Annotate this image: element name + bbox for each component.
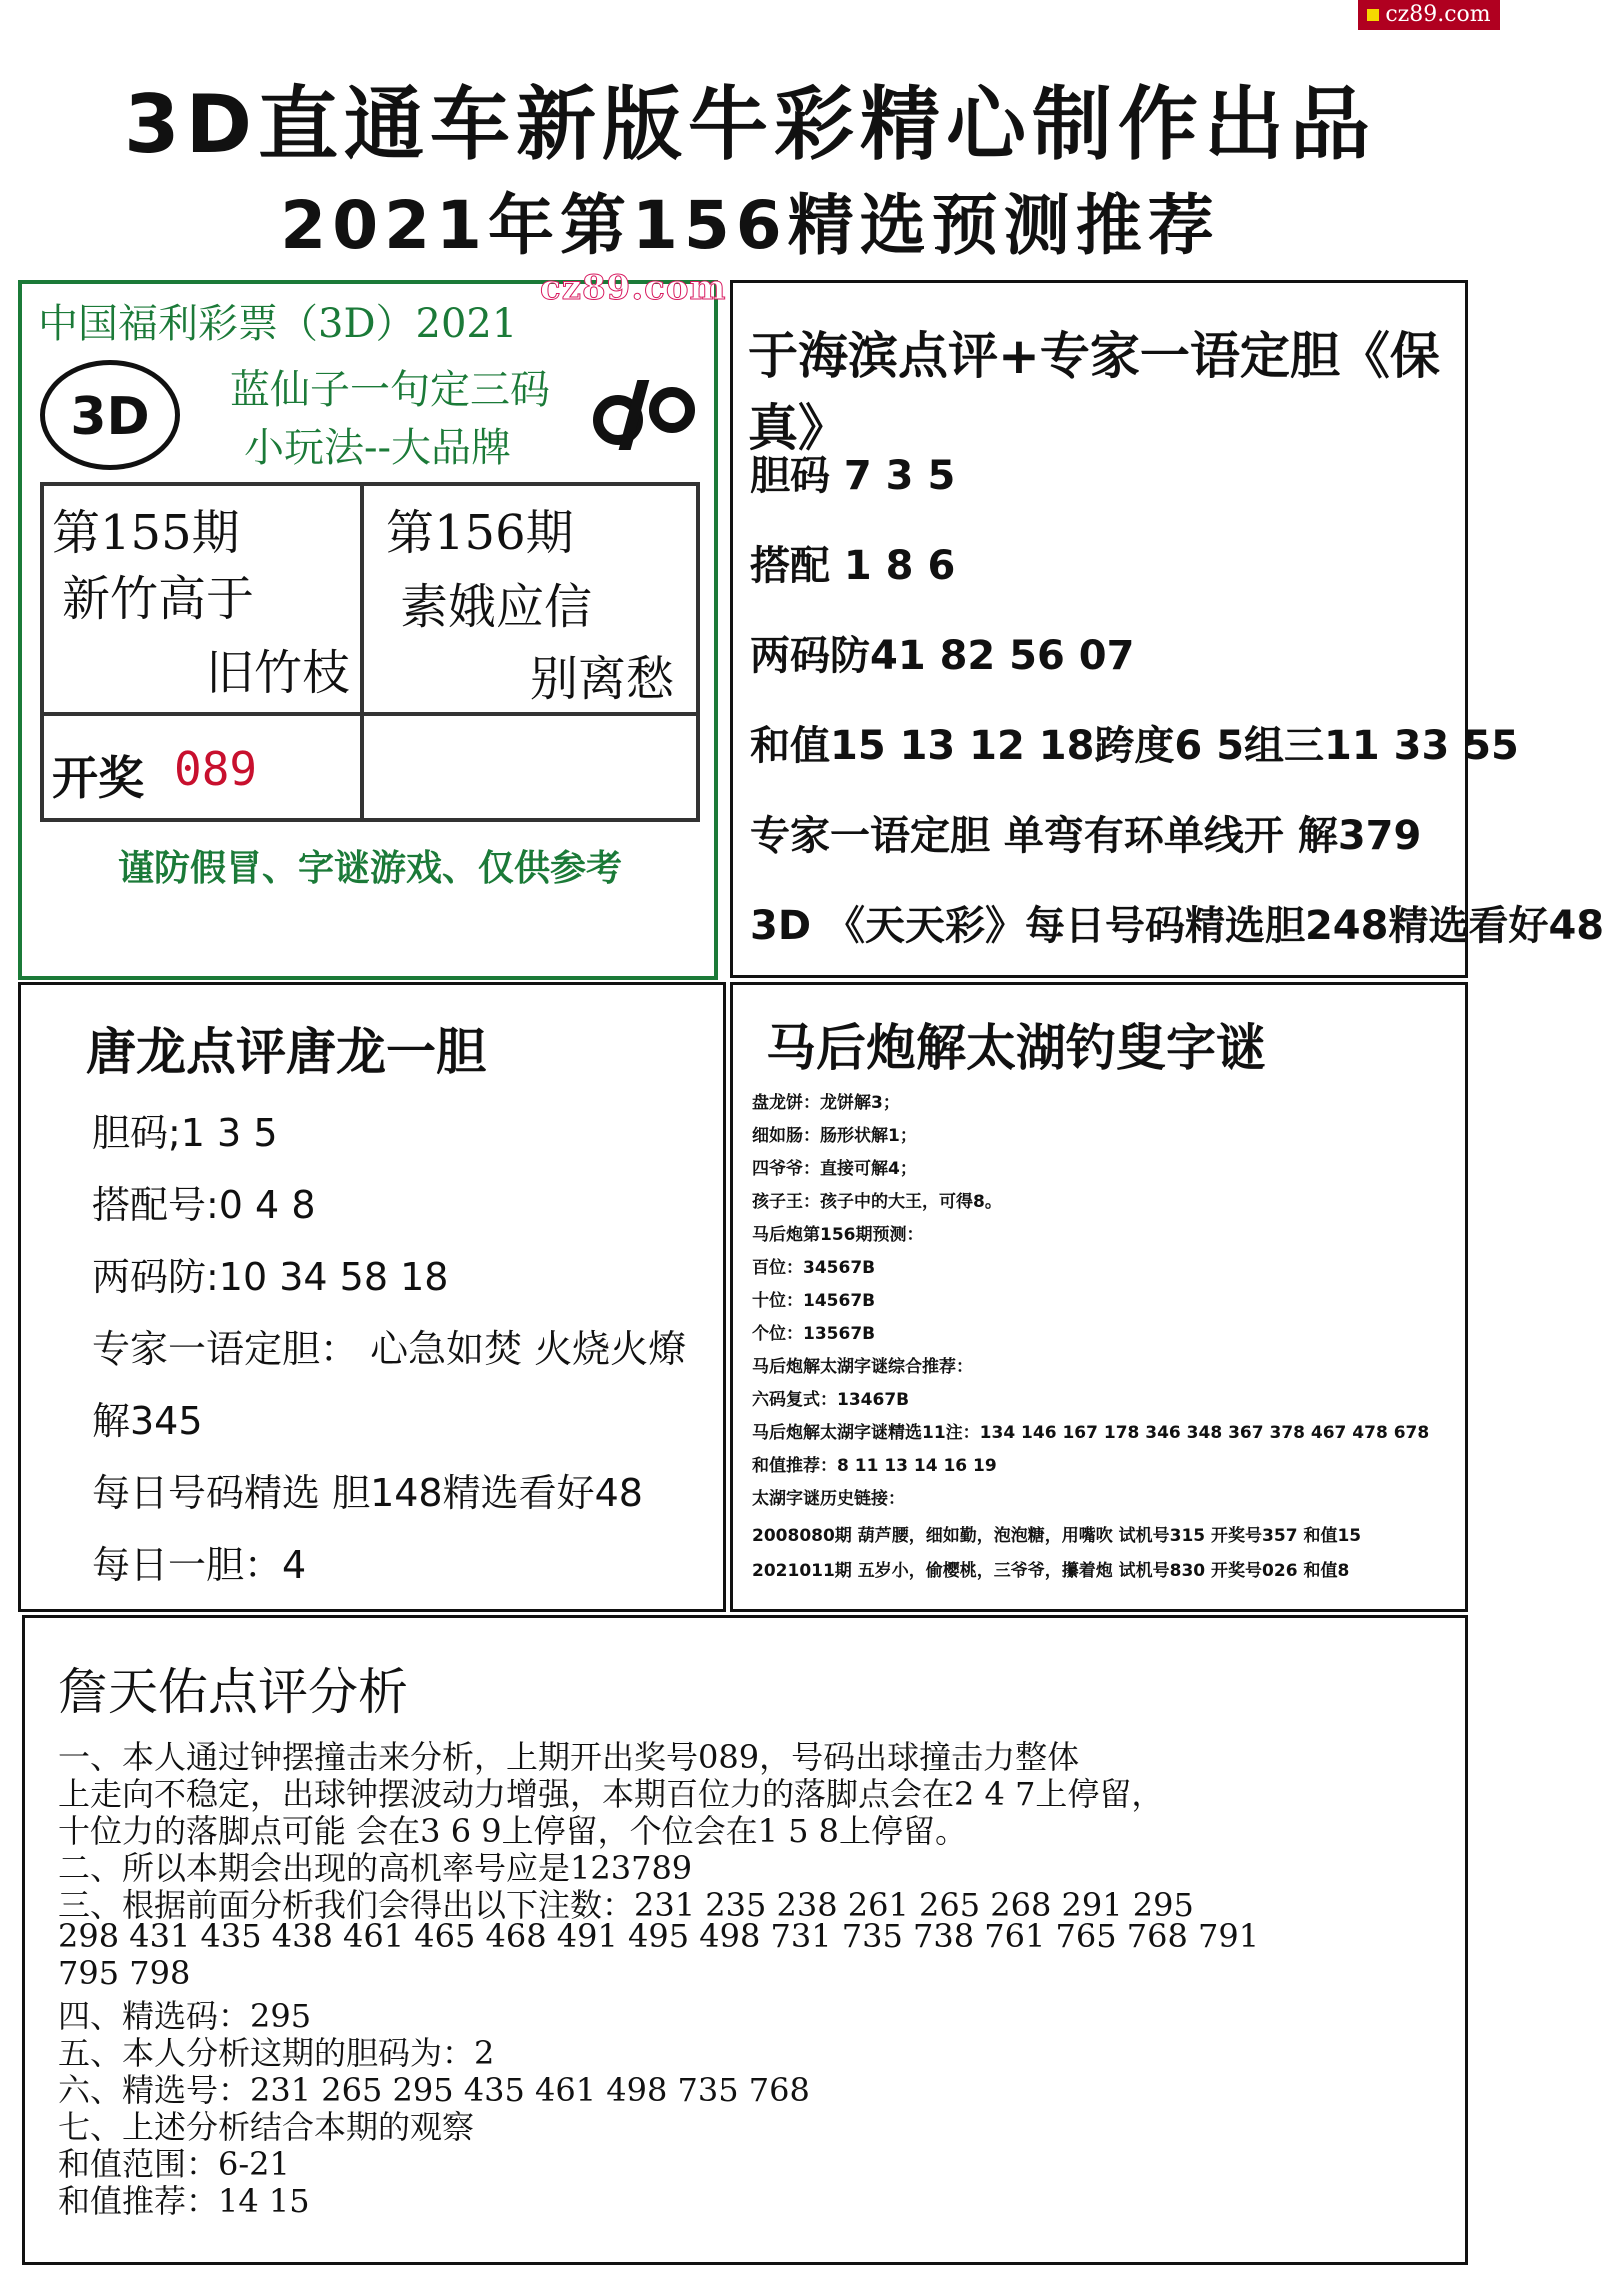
ma-title: 马后炮解太湖钓叟字谜 [766, 1019, 1266, 1077]
watermark-text: cz89.com [1385, 2, 1491, 27]
ma-line: 太湖字谜历史链接： [752, 1489, 905, 1509]
tang-line: 专家一语定胆： 心急如焚 火烧火燎 [92, 1327, 687, 1371]
card-tagline-1: 蓝仙子一句定三码 [230, 367, 550, 413]
zhan-line: 三、根据前面分析我们会得出以下注数：231 235 238 261 265 268 291 295 [58, 1886, 1194, 1924]
ma-line: 马后炮第156期预测： [752, 1225, 924, 1245]
tang-line: 每日一胆：4 [92, 1543, 307, 1587]
zhan-line: 一、本人通过钟摆撞击来分析，上期开出奖号089，号码出球撞击力整体 [58, 1738, 1080, 1776]
ma-line: 十位：14567B [752, 1291, 876, 1311]
zhan-line: 上走向不稳定，出球钟摆波动力增强，本期百位力的落脚点会在2 4 7上停留， [58, 1775, 1164, 1813]
open-number: 089 [174, 742, 258, 796]
ma-line: 细如肠：肠形状解1； [752, 1126, 917, 1146]
open-label: 开奖 [52, 751, 144, 805]
ma-line: 马后炮解太湖字谜综合推荐： [752, 1357, 973, 1377]
ma-line: 六码复式：13467B [752, 1390, 910, 1410]
zhan-line: 七、上述分析结合本期的观察 [58, 2108, 475, 2146]
welfare-lottery-logo-icon [590, 370, 700, 460]
ma-line: 个位：13567B [752, 1324, 876, 1344]
zhan-line: 六、精选号：231 265 295 435 461 498 735 768 [58, 2071, 810, 2109]
zhan-line: 五、本人分析这期的胆码为：2 [58, 2034, 495, 2072]
cur-issue: 第156期 [386, 505, 574, 561]
3d-logo-icon: 3D [40, 360, 180, 470]
yu-line: 胆码 7 3 5 [750, 453, 956, 499]
ma-line: 四爷爷：直接可解4； [752, 1159, 917, 1179]
yu-line: 两码防41 82 56 07 [750, 633, 1135, 679]
card-heading: 中国福利彩票（3D）2021 [38, 301, 518, 347]
page-subtitle: 2021年第156精选预测推荐 [280, 187, 1220, 264]
ma-line: 2008080期 葫芦腰，细如勤，泡泡糖，用嘴吹 试机号315 开奖号357 和值15 [752, 1526, 1362, 1546]
yu-line: 和值15 13 12 18跨度6 5组三11 33 55 [750, 723, 1519, 769]
yu-line: 搭配 1 8 6 [750, 543, 956, 589]
ma-line: 马后炮解太湖字谜精选11注：134 146 167 178 346 348 367 378 467 478 678 [752, 1423, 1430, 1443]
ma-line: 2021011期 五岁小，偷樱桃，三爷爷，攥着炮 试机号830 开奖号026 和值8 [752, 1561, 1350, 1581]
prev-riddle-line1: 新竹高于 [62, 571, 255, 627]
tang-line: 每日号码精选 胆148精选看好48 [92, 1471, 643, 1515]
tang-line: 胆码;1 3 5 [92, 1111, 278, 1155]
ma-line: 和值推荐：8 11 13 14 16 19 [752, 1456, 997, 1476]
page-title: 3D直通车新版牛彩精心制作出品 [123, 78, 1377, 171]
zhan-title: 詹天佑点评分析 [58, 1663, 408, 1721]
tang-title: 唐龙点评唐龙一胆 [86, 1023, 486, 1081]
yu-line: 专家一语定胆 单弯有环单线开 解379 [750, 813, 1422, 859]
zhan-line: 和值推荐：14 15 [58, 2182, 310, 2220]
prev-issue: 第155期 [52, 505, 240, 561]
cur-riddle-line1: 素娥应信 [400, 579, 593, 635]
watermark-badge [1358, 0, 1500, 30]
disclaimer: 谨防假冒、字谜游戏、仅供参考 [117, 848, 622, 889]
zhan-line: 十位力的落脚点可能 会在3 6 9上停留，个位会在1 5 8上停留。 [58, 1812, 968, 1850]
tang-line: 解345 [92, 1399, 203, 1443]
ma-line: 百位：34567B [752, 1258, 876, 1278]
prev-riddle-line2: 旧竹枝 [206, 645, 351, 701]
card-watermark: cz89.com [540, 268, 727, 308]
ma-line: 孩子王：孩子中的大王，可得8。 [752, 1192, 1002, 1212]
ma-line: 盘龙饼：龙饼解3； [752, 1093, 900, 1113]
yu-line: 3D 《天天彩》每日号码精选胆248精选看好48 [750, 903, 1604, 949]
zhan-line: 二、所以本期会出现的高机率号应是123789 [58, 1849, 693, 1887]
cur-riddle-line2: 别离愁 [530, 651, 675, 707]
zhan-line: 298 431 435 438 461 465 468 491 495 498 731 735 738 761 765 768 791 [58, 1917, 1260, 1955]
square-icon [1367, 9, 1379, 21]
zhan-line: 和值范围：6-21 [58, 2145, 290, 2183]
tang-line: 搭配号:0 4 8 [92, 1183, 316, 1227]
zhan-line: 四、精选码：295 [58, 1997, 312, 2035]
card-tagline-2: 小玩法--大品牌 [244, 425, 512, 471]
yu-title: 于海滨点评+专家一语定胆《保真》 [748, 327, 1440, 457]
zhan-line: 795 798 [58, 1954, 191, 1992]
tang-line: 两码防:10 34 58 18 [92, 1255, 449, 1299]
